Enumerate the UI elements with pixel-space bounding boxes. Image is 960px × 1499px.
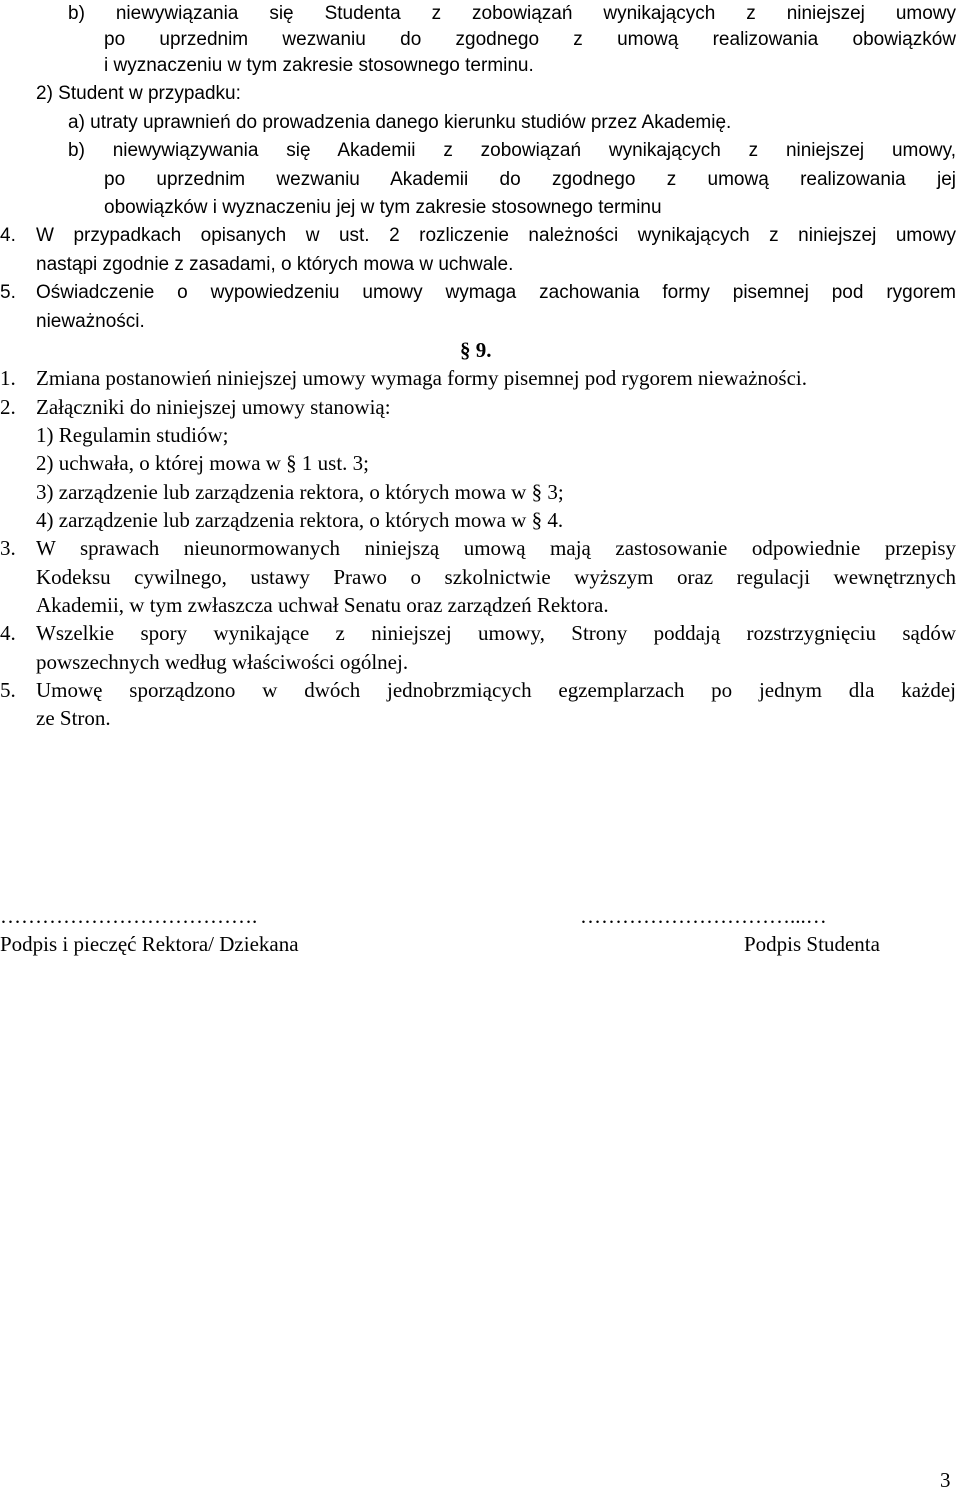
text-line: po uprzednim wezwaniu Akademii do zgodnego z umową realizowania jej (104, 169, 956, 190)
signature-label-right: Podpis Studenta (744, 932, 880, 956)
list-number: 5. (0, 678, 16, 702)
text-line: Wszelkie spory wynikające z niniejszej umowy, Strony poddają rozstrzygnięciu sądów (36, 621, 956, 645)
list-item: 3) zarządzenie lub zarządzenia rektora, o których mowa w § 3; (36, 480, 564, 504)
list-number: 5. (0, 282, 16, 303)
text-line: powszechnych według właściwości ogólnej. (36, 650, 409, 674)
text-line: W sprawach nieunormowanych niniejszą umową mają zastosowanie odpowiednie przepisy (36, 536, 956, 560)
signature-line-right: …………………………...… (580, 904, 827, 928)
list-item: 4) zarządzenie lub zarządzenia rektora, o których mowa w § 4. (36, 508, 564, 532)
text-line: nieważności. (36, 311, 145, 332)
text-line: ze Stron. (36, 706, 111, 730)
list-number: 2. (0, 395, 16, 419)
text-line: b) niewywiązania się Studenta z zobowiązań wynikających z niniejszej umowy (68, 3, 956, 24)
list-number: 4. (0, 225, 16, 246)
text-line: W przypadkach opisanych w ust. 2 rozliczenie należności wynikających z niniejszej umowy (36, 225, 956, 246)
text-line: Umowę sporządzono w dwóch jednobrzmiących egzemplarzach po jednym dla każdej (36, 678, 956, 702)
text-line: Załączniki do niniejszej umowy stanowią: (36, 395, 391, 419)
list-number: 3. (0, 536, 16, 560)
list-number: 1. (0, 366, 16, 390)
text-line: 2) Student w przypadku: (36, 83, 241, 104)
text-line: Zmiana postanowień niniejszej umowy wymaga formy pisemnej pod rygorem nieważności. (36, 366, 807, 390)
text-line: nastąpi zgodnie z zasadami, o których mowa w uchwale. (36, 254, 514, 275)
text-line: Oświadczenie o wypowiedzeniu umowy wymaga zachowania formy pisemnej pod rygorem (36, 282, 956, 303)
signature-line-left: ………………………………. (0, 904, 258, 928)
text-line: Kodeksu cywilnego, ustawy Prawo o szkolnictwie wyższym oraz regulacji wewnętrznych (36, 565, 956, 589)
text-line: Akademii, w tym zwłaszcza uchwał Senatu oraz zarządzeń Rektora. (36, 593, 609, 617)
list-number: 4. (0, 621, 16, 645)
signature-label-left: Podpis i pieczęć Rektora/ Dziekana (0, 932, 299, 956)
list-item: 1) Regulamin studiów; (36, 423, 229, 447)
text-line: po uprzednim wezwaniu do zgodnego z umową realizowania obowiązków (104, 29, 956, 50)
text-line: b) niewywiązywania się Akademii z zobowiązań wynikających z niniejszej umowy, (68, 140, 956, 161)
list-item: 2) uchwała, o której mowa w § 1 ust. 3; (36, 451, 370, 475)
text-line: a) utraty uprawnień do prowadzenia danego kierunku studiów przez Akademię. (68, 112, 732, 133)
section-heading: § 9. (460, 338, 492, 362)
page-number: 3 (940, 1468, 951, 1492)
text-line: i wyznaczeniu w tym zakresie stosownego terminu. (104, 55, 534, 76)
text-line: obowiązków i wyznaczeniu jej w tym zakresie stosownego terminu (104, 197, 662, 218)
